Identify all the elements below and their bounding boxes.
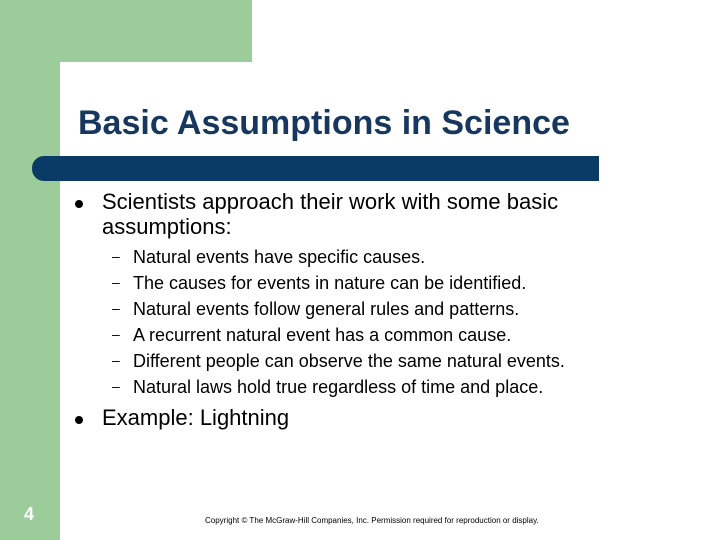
slide-title: Basic Assumptions in Science [78, 104, 570, 142]
sub-dash-1: – [112, 248, 120, 264]
sub-item-5: Different people can observe the same natural events. [133, 351, 565, 371]
title-underline-bar [32, 156, 599, 181]
page-number: 4 [24, 504, 35, 524]
sub-dash-6: – [112, 378, 120, 394]
sub-dash-5: – [112, 352, 120, 368]
left-green-band [0, 0, 60, 540]
bullet-dot-2 [75, 416, 83, 424]
bullet-1-text [102, 189, 558, 239]
sub-item-3: Natural events follow general rules and patterns. [133, 299, 520, 319]
bullet-1-line-2: assumptions: [102, 214, 232, 239]
sub-dash-3: – [112, 300, 120, 316]
sub-item-4: A recurrent natural event has a common cause. [133, 325, 512, 345]
sub-dash-4: – [112, 326, 120, 342]
sub-item-1: Natural events have specific causes. [133, 247, 426, 267]
bullet-2-text: Example: Lightning [102, 405, 290, 430]
copyright-notice: Copyright © The McGraw-Hill Companies, Inc. Permission required for reproduction or display. [205, 516, 539, 525]
top-green-band [0, 0, 252, 62]
sub-dash-2: – [112, 274, 120, 290]
bullet-dot-1 [75, 200, 83, 208]
sub-item-2: The causes for events in nature can be identified. [133, 273, 527, 293]
bullet-1-line-1: Scientists approach their work with some basic [102, 189, 559, 214]
sub-item-6: Natural laws hold true regardless of time and place. [133, 377, 544, 397]
